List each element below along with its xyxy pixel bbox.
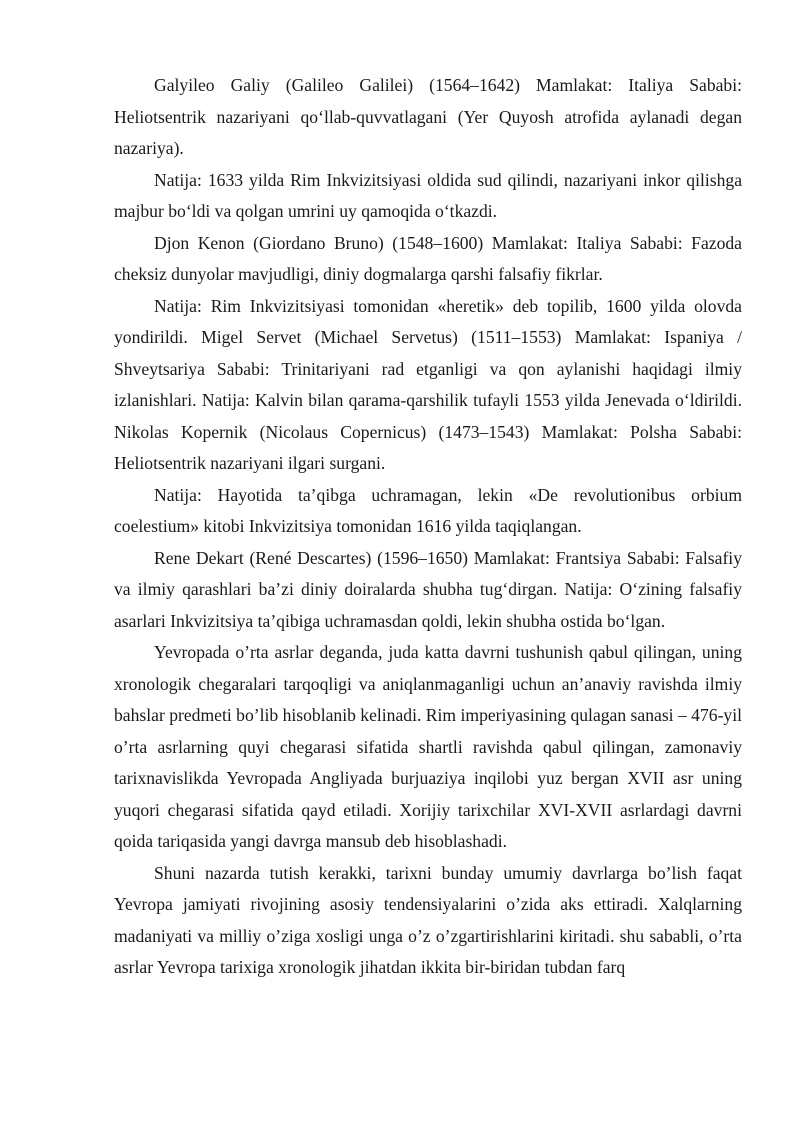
paragraph-galileo-result: Natija: 1633 yilda Rim Inkvizitsiyasi oldida sud qilindi, nazariyani inkor qilishga majbur bo‘ldi va qolgan umrini uy qamoqida o‘tkazdi.	[114, 169, 742, 221]
paragraph-bruno-servetus-copernicus: Natija: Rim Inkvizitsiyasi tomonidan «heretik» deb topilib, 1600 yilda olovda yondirildi. Migel Servet (Michael Servetus) (1511–1553) Mamlakat: Ispaniya / Shveytsariya Sababi: Trinitariyani rad etganligi va qon aylanishi haqidagi ilmiy izlanishlari. Natija: Kalvin bilan qarama-qarshilik tufayli 1553 yilda Jenevada o‘ldirildi. Nikolas Kopernik (Nicolaus Copernicus) (1473–1543) Mamlakat: Polsha Sababi: Heliotsentrik nazariyani ilgari surgani.	[114, 295, 742, 473]
paragraph-periodization: Shuni nazarda tutish kerakki, tarixni bunday umumiy davrlarga bo’lish faqat Yevropa jamiyati rivojining asosiy tendensiyalarini o’zida aks ettiradi. Xalqlarning madaniyati va milliy o’ziga xosligi unga o’z o’zgartirishlarini kiritadi. shu sababli, o’rta asrlar Yevropa tarixiga xronologik jihatdan ikkita bir-biridan tubdan farq	[114, 862, 742, 977]
paragraph-galileo: Galyileo Galiy (Galileo Galilei) (1564–1642) Mamlakat: Italiya Sababi: Heliotsentrik nazariyani qo‘llab-quvvatlagani (Yer Quyosh atrofida aylanadi degan nazariya).	[114, 75, 742, 158]
paragraph-middle-ages: Yevropada o’rta asrlar deganda, juda katta davrni tushunish qabul qilingan, uning xronologik chegaralari tarqoqligi va aniqlanmaganligi uchun an’anaviy ravishda ilmiy bahslar predmeti bo’lib hisoblanib kelinadi. Rim imperiyasining qulagan sanasi – 476-yil o’rta asrlarning quyi chegarasi sifatida shartli ravishda qabul qilingan, zamonaviy tarixnavislikda Yevropada Angliyada burjuaziya inqilobi yuz bergan XVII asr uning yuqori chegarasi sifatida qayd etiladi. Xorijiy tarixchilar XVI-XVII asrlardagi davrni qoida tariqasida yangi davrga mansub deb hisoblashadi.	[114, 642, 742, 851]
paragraph-copernicus-result: Natija: Hayotida ta’qibga uchramagan, lekin «De revolutionibus orbium coelestium» kitobi Inkvizitsiya tomonidan 1616 yilda taqiqlangan.	[114, 484, 742, 536]
paragraph-descartes: Rene Dekart (René Descartes) (1596–1650) Mamlakat: Frantsiya Sababi: Falsafiy va ilmiy qarashlari ba’zi diniy doiralarda shubha tug‘dirgan. Natija: O‘zining falsafiy asarlari Inkvizitsiya ta’qibiga uchramasdan qoldi, lekin shubha ostida bo‘lgan.	[114, 547, 742, 631]
paragraph-bruno: Djon Kenon (Giordano Bruno) (1548–1600) Mamlakat: Italiya Sababi: Fazoda cheksiz dunyolar mavjudligi, diniy dogmalarga qarshi falsafiy fikrlar.	[114, 232, 742, 284]
document-body	[114, 70, 742, 984]
